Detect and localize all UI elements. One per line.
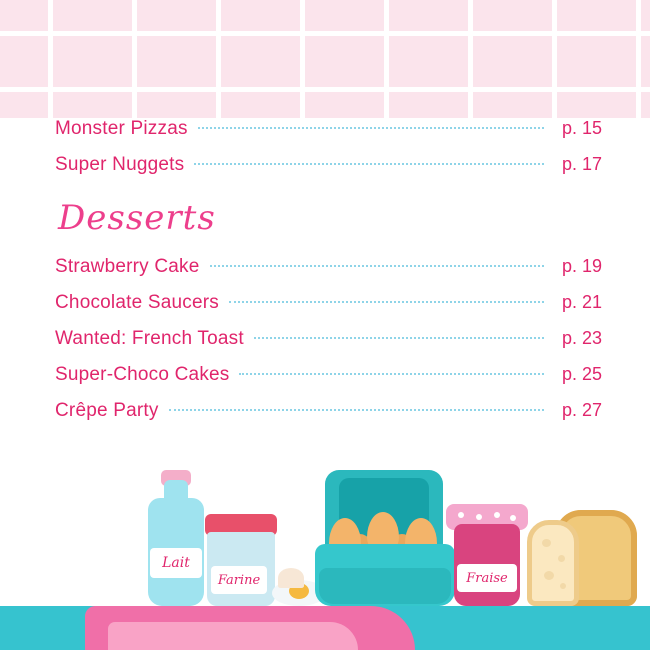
toc-entry-page: p. 25 <box>561 364 602 384</box>
toc-entry[interactable] <box>0 154 650 190</box>
jam-jar-label <box>457 564 517 592</box>
flour-jar-icon <box>205 510 277 606</box>
bread-hole <box>544 571 554 580</box>
jam-jar-cloth-dots <box>452 512 522 524</box>
bread-hole <box>542 539 551 547</box>
ingredients-illustration <box>0 450 650 650</box>
egg-carton-tray-face <box>319 568 451 604</box>
section-heading-label: Desserts <box>58 198 216 238</box>
toc-entry-title: Monster Pizzas <box>55 118 188 139</box>
tile-grid <box>0 0 650 118</box>
toc-entry-page: p. 15 <box>561 118 602 138</box>
toc-leader-dots <box>229 301 544 303</box>
toc-leader-dots <box>194 163 544 165</box>
toc-entry[interactable] <box>0 256 650 292</box>
cloth-dot <box>458 512 464 518</box>
toc-leader-dots <box>254 337 544 339</box>
toc-entry[interactable] <box>0 118 650 154</box>
toc-leader-dots <box>210 265 545 267</box>
tile-line-vertical <box>132 0 137 118</box>
toc-entry-title: Super-Choco Cakes <box>55 364 230 385</box>
toc-leader-dots <box>198 127 544 129</box>
tile-line-vertical <box>300 0 305 118</box>
toc-entry[interactable] <box>0 400 650 436</box>
toc-entry[interactable] <box>0 292 650 328</box>
toc-entry-title: Strawberry Cake <box>55 256 200 277</box>
toc-entry-title: Chocolate Saucers <box>55 292 219 313</box>
spacer <box>0 242 650 256</box>
tile-line-vertical <box>636 0 641 118</box>
jam-jar-icon <box>450 490 524 606</box>
toc-entry-page: p. 27 <box>561 400 602 420</box>
toc-entry-page: p. 21 <box>561 292 602 312</box>
milk-bottle-label-text: Lait <box>162 555 190 571</box>
tile-line-vertical <box>48 0 53 118</box>
flour-jar-label-text: Farine <box>217 572 261 588</box>
cloth-dot <box>494 512 500 518</box>
toc-entry-title: Wanted: French Toast <box>55 328 244 349</box>
section-heading-desserts <box>0 190 650 242</box>
bread-hole <box>560 583 566 589</box>
cloth-dot <box>476 514 482 520</box>
egg-carton-icon <box>315 466 455 606</box>
cloth-dot <box>510 515 516 521</box>
tile-line-vertical <box>384 0 389 118</box>
toc-entry-page: p. 23 <box>561 328 602 348</box>
tile-line-vertical <box>216 0 221 118</box>
tile-band <box>0 0 650 118</box>
flour-jar-label <box>211 566 267 594</box>
jam-jar-label-text: Fraise <box>466 570 508 586</box>
toc-entry-page: p. 19 <box>561 256 602 276</box>
tile-line-vertical <box>552 0 557 118</box>
toc-entry[interactable] <box>0 328 650 364</box>
toc-entry-page: p. 17 <box>561 154 602 174</box>
table-cloth-highlight <box>108 622 358 650</box>
toc-leader-dots <box>169 409 544 411</box>
table-of-contents <box>0 118 650 436</box>
toc-entry-title: Crêpe Party <box>55 400 159 421</box>
toc-entry[interactable] <box>0 364 650 400</box>
bread-hole <box>558 555 565 562</box>
toc-entry-title: Super Nuggets <box>55 154 185 175</box>
tile-line-vertical <box>468 0 473 118</box>
milk-bottle-label <box>150 548 202 578</box>
bread-icon <box>527 504 637 606</box>
bread-slice <box>527 520 579 606</box>
egg-shell <box>278 568 304 588</box>
milk-bottle-icon <box>148 466 204 606</box>
toc-leader-dots <box>239 373 544 375</box>
